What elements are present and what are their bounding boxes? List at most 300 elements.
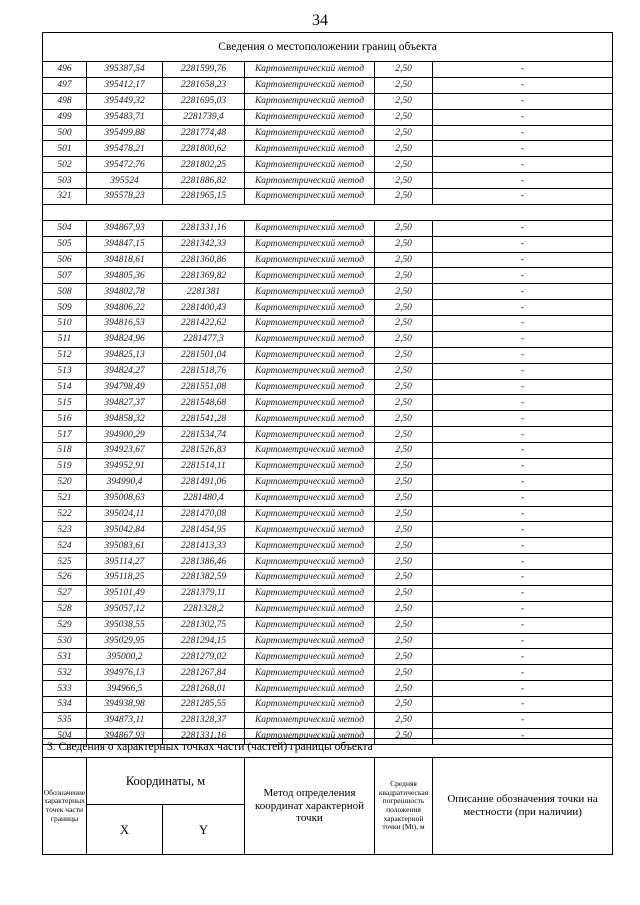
- description: -: [433, 506, 613, 522]
- method: Картометрический метод: [245, 712, 375, 728]
- coord-x: 395038,55: [87, 617, 163, 633]
- method: Картометрический метод: [245, 443, 375, 459]
- error-mt: 2,50: [375, 665, 433, 681]
- coord-x: 394873,11: [87, 712, 163, 728]
- error-mt: 2,50: [375, 570, 433, 586]
- error-mt: 2,50: [375, 379, 433, 395]
- coord-x: 394824,27: [87, 363, 163, 379]
- point-number: 524: [43, 538, 87, 554]
- description: -: [433, 125, 613, 141]
- error-mt: 2,50: [375, 427, 433, 443]
- coord-x: 395478,21: [87, 141, 163, 157]
- error-mt: 2,50: [375, 331, 433, 347]
- table-row: [43, 681, 613, 697]
- coord-x: 394923,67: [87, 443, 163, 459]
- coord-y: 2281267,84: [163, 665, 245, 681]
- separator-cell: [43, 204, 613, 220]
- coord-x: 395483,71: [87, 109, 163, 125]
- method: Картометрический метод: [245, 728, 375, 744]
- point-number: 504: [43, 728, 87, 744]
- table-row: [43, 506, 613, 522]
- table-row: [43, 601, 613, 617]
- method: Картометрический метод: [245, 316, 375, 332]
- point-number: 500: [43, 125, 87, 141]
- point-number: 521: [43, 490, 87, 506]
- error-mt: 2,50: [375, 284, 433, 300]
- coord-y: 2281501,04: [163, 347, 245, 363]
- header-description: Описание обозначения точки на местности (при наличии): [433, 758, 613, 855]
- section3-title: 3. Сведения о характерных точках части (частей) границы объекта: [43, 739, 613, 758]
- table-row: [43, 649, 613, 665]
- table-row: [43, 379, 613, 395]
- description: -: [433, 728, 613, 744]
- coord-y: 2281268,01: [163, 681, 245, 697]
- table-row: [43, 443, 613, 459]
- coord-x: 395008,63: [87, 490, 163, 506]
- description: -: [433, 522, 613, 538]
- coordinates-table: [42, 32, 613, 745]
- section3-title-row: [43, 739, 613, 758]
- coord-y: 2281491,06: [163, 474, 245, 490]
- method: Картометрический метод: [245, 427, 375, 443]
- coord-x: 394952,91: [87, 458, 163, 474]
- point-number: 498: [43, 93, 87, 109]
- method: Картометрический метод: [245, 331, 375, 347]
- table-row: [43, 93, 613, 109]
- table-row: [43, 331, 613, 347]
- coord-x: 394966,5: [87, 681, 163, 697]
- point-number: 508: [43, 284, 87, 300]
- error-mt: 2,50: [375, 236, 433, 252]
- description: -: [433, 411, 613, 427]
- error-mt: 2,50: [375, 220, 433, 236]
- table-row: [43, 538, 613, 554]
- coord-x: 394847,15: [87, 236, 163, 252]
- coord-x: 394824,96: [87, 331, 163, 347]
- method: Картометрический метод: [245, 157, 375, 173]
- coord-x: 394938,98: [87, 697, 163, 713]
- method: Картометрический метод: [245, 697, 375, 713]
- error-mt: 2,50: [375, 252, 433, 268]
- description: -: [433, 236, 613, 252]
- coord-y: 2281774,48: [163, 125, 245, 141]
- coord-y: 2281965,15: [163, 189, 245, 205]
- description: -: [433, 331, 613, 347]
- error-mt: 2,50: [375, 62, 433, 78]
- point-number: 513: [43, 363, 87, 379]
- table-row: [43, 633, 613, 649]
- point-number: 497: [43, 77, 87, 93]
- description: -: [433, 284, 613, 300]
- error-mt: 2,50: [375, 538, 433, 554]
- coord-x: 395118,25: [87, 570, 163, 586]
- point-number: 531: [43, 649, 87, 665]
- coord-y: 2281534,74: [163, 427, 245, 443]
- description: -: [433, 427, 613, 443]
- point-number: 510: [43, 316, 87, 332]
- coord-x: 394818,61: [87, 252, 163, 268]
- description: -: [433, 300, 613, 316]
- point-number: 529: [43, 617, 87, 633]
- description: -: [433, 189, 613, 205]
- table-row: [43, 395, 613, 411]
- table-row: [43, 125, 613, 141]
- method: Картометрический метод: [245, 379, 375, 395]
- description: -: [433, 379, 613, 395]
- header-method: Метод определения координат характерной точки: [245, 758, 375, 855]
- table-row: [43, 458, 613, 474]
- error-mt: 2,50: [375, 585, 433, 601]
- description: -: [433, 443, 613, 459]
- error-mt: 2,50: [375, 347, 433, 363]
- coord-y: 2281400,43: [163, 300, 245, 316]
- description: -: [433, 173, 613, 189]
- method: Картометрический метод: [245, 601, 375, 617]
- section3-table: [42, 738, 613, 855]
- coord-x: 394805,36: [87, 268, 163, 284]
- coord-x: 394867,93: [87, 728, 163, 744]
- table-row: [43, 712, 613, 728]
- point-number: 522: [43, 506, 87, 522]
- point-number: 535: [43, 712, 87, 728]
- table-row: [43, 585, 613, 601]
- error-mt: 2,50: [375, 411, 433, 427]
- method: Картометрический метод: [245, 173, 375, 189]
- description: -: [433, 712, 613, 728]
- coord-y: 2281658,23: [163, 77, 245, 93]
- coord-y: 2281381: [163, 284, 245, 300]
- coord-x: 395114,27: [87, 554, 163, 570]
- table-row: [43, 554, 613, 570]
- error-mt: 2,50: [375, 506, 433, 522]
- method: Картометрический метод: [245, 77, 375, 93]
- coord-y: 2281331,16: [163, 728, 245, 744]
- coord-y: 2281526,83: [163, 443, 245, 459]
- error-mt: 2,50: [375, 458, 433, 474]
- error-mt: 2,50: [375, 173, 433, 189]
- method: Картометрический метод: [245, 649, 375, 665]
- coord-x: 394806,22: [87, 300, 163, 316]
- method: Картометрический метод: [245, 538, 375, 554]
- coord-y: 2281599,76: [163, 62, 245, 78]
- header-coordinates: Координаты, м: [87, 758, 245, 805]
- method: Картометрический метод: [245, 458, 375, 474]
- description: -: [433, 316, 613, 332]
- coord-x: 395578,23: [87, 189, 163, 205]
- coord-x: 394816,53: [87, 316, 163, 332]
- method: Картометрический метод: [245, 522, 375, 538]
- coord-y: 2281454,95: [163, 522, 245, 538]
- description: -: [433, 633, 613, 649]
- table-title-row: [43, 33, 613, 62]
- table-row: [43, 141, 613, 157]
- coord-x: 395412,17: [87, 77, 163, 93]
- coord-x: 395101,49: [87, 585, 163, 601]
- point-number: 528: [43, 601, 87, 617]
- description: -: [433, 665, 613, 681]
- error-mt: 2,50: [375, 141, 433, 157]
- coord-y: 2281518,76: [163, 363, 245, 379]
- description: -: [433, 458, 613, 474]
- table-row: [43, 665, 613, 681]
- coord-y: 2281328,37: [163, 712, 245, 728]
- error-mt: 2,50: [375, 125, 433, 141]
- table-row: [43, 363, 613, 379]
- method: Картометрический метод: [245, 681, 375, 697]
- page-number: 34: [312, 12, 328, 29]
- coord-y: 2281302,75: [163, 617, 245, 633]
- table-row: [43, 474, 613, 490]
- table-row: [43, 77, 613, 93]
- method: Картометрический метод: [245, 617, 375, 633]
- method: Картометрический метод: [245, 62, 375, 78]
- coord-y: 2281477,3: [163, 331, 245, 347]
- description: -: [433, 617, 613, 633]
- description: -: [433, 474, 613, 490]
- point-number: 496: [43, 62, 87, 78]
- error-mt: 2,50: [375, 633, 433, 649]
- coord-x: 395387,54: [87, 62, 163, 78]
- coord-x: 395499,88: [87, 125, 163, 141]
- method: Картометрический метод: [245, 363, 375, 379]
- point-number: 533: [43, 681, 87, 697]
- coord-y: 2281382,59: [163, 570, 245, 586]
- coord-x: 395449,32: [87, 93, 163, 109]
- coord-x: 395524: [87, 173, 163, 189]
- coord-x: 395000,2: [87, 649, 163, 665]
- error-mt: 2,50: [375, 189, 433, 205]
- point-number: 517: [43, 427, 87, 443]
- coord-y: 2281514,11: [163, 458, 245, 474]
- description: -: [433, 363, 613, 379]
- table-row: [43, 522, 613, 538]
- header-designation: Обозначение характерных точек части границы: [43, 758, 87, 855]
- coord-x: 395472,76: [87, 157, 163, 173]
- point-number: 509: [43, 300, 87, 316]
- method: Картометрический метод: [245, 570, 375, 586]
- coord-y: 2281379,11: [163, 585, 245, 601]
- description: -: [433, 141, 613, 157]
- method: Картометрический метод: [245, 189, 375, 205]
- coord-y: 2281285,55: [163, 697, 245, 713]
- point-number: 505: [43, 236, 87, 252]
- point-number: 530: [43, 633, 87, 649]
- method: Картометрический метод: [245, 411, 375, 427]
- method: Картометрический метод: [245, 236, 375, 252]
- table-row: [43, 268, 613, 284]
- coord-x: 394802,78: [87, 284, 163, 300]
- coord-y: 2281279,02: [163, 649, 245, 665]
- method: Картометрический метод: [245, 633, 375, 649]
- coord-y: 2281548,68: [163, 395, 245, 411]
- coord-x: 394867,93: [87, 220, 163, 236]
- coord-y: 2281294,15: [163, 633, 245, 649]
- error-mt: 2,50: [375, 522, 433, 538]
- method: Картометрический метод: [245, 220, 375, 236]
- description: -: [433, 538, 613, 554]
- error-mt: 2,50: [375, 316, 433, 332]
- error-mt: 2,50: [375, 157, 433, 173]
- method: Картометрический метод: [245, 252, 375, 268]
- method: Картометрический метод: [245, 490, 375, 506]
- coord-x: 394827,37: [87, 395, 163, 411]
- description: -: [433, 649, 613, 665]
- table-row: [43, 490, 613, 506]
- table-row: [43, 617, 613, 633]
- coord-y: 2281739,4: [163, 109, 245, 125]
- coord-y: 2281802,25: [163, 157, 245, 173]
- coord-x: 395083,61: [87, 538, 163, 554]
- section3-header-row-1: [43, 758, 613, 805]
- error-mt: 2,50: [375, 601, 433, 617]
- point-number: 516: [43, 411, 87, 427]
- point-number: 499: [43, 109, 87, 125]
- coord-y: 2281541,28: [163, 411, 245, 427]
- point-number: 520: [43, 474, 87, 490]
- description: -: [433, 395, 613, 411]
- point-number: 512: [43, 347, 87, 363]
- table-row: [43, 316, 613, 332]
- error-mt: 2,50: [375, 77, 433, 93]
- coord-x: 394990,4: [87, 474, 163, 490]
- error-mt: 2,50: [375, 474, 433, 490]
- point-number: 321: [43, 189, 87, 205]
- error-mt: 2,50: [375, 109, 433, 125]
- point-number: 519: [43, 458, 87, 474]
- point-number: 511: [43, 331, 87, 347]
- error-mt: 2,50: [375, 681, 433, 697]
- method: Картометрический метод: [245, 347, 375, 363]
- point-number: 532: [43, 665, 87, 681]
- point-number: 506: [43, 252, 87, 268]
- method: Картометрический метод: [245, 109, 375, 125]
- error-mt: 2,50: [375, 712, 433, 728]
- description: -: [433, 585, 613, 601]
- coord-y: 2281342,33: [163, 236, 245, 252]
- point-number: 534: [43, 697, 87, 713]
- coord-y: 2281386,46: [163, 554, 245, 570]
- point-number: 525: [43, 554, 87, 570]
- coord-x: 394825,13: [87, 347, 163, 363]
- coord-x: 395024,11: [87, 506, 163, 522]
- point-number: 504: [43, 220, 87, 236]
- description: -: [433, 570, 613, 586]
- point-number: 502: [43, 157, 87, 173]
- description: -: [433, 109, 613, 125]
- table-row: [43, 697, 613, 713]
- error-mt: 2,50: [375, 697, 433, 713]
- method: Картометрический метод: [245, 554, 375, 570]
- description: -: [433, 697, 613, 713]
- table-row: [43, 173, 613, 189]
- error-mt: 2,50: [375, 443, 433, 459]
- error-mt: 2,50: [375, 395, 433, 411]
- coord-x: 395042,84: [87, 522, 163, 538]
- table-row: [43, 411, 613, 427]
- coord-x: 394900,29: [87, 427, 163, 443]
- method: Картометрический метод: [245, 474, 375, 490]
- coord-y: 2281328,2: [163, 601, 245, 617]
- method: Картометрический метод: [245, 395, 375, 411]
- coord-x: 394858,32: [87, 411, 163, 427]
- point-number: 523: [43, 522, 87, 538]
- coord-x: 394798,49: [87, 379, 163, 395]
- coord-x: 394976,13: [87, 665, 163, 681]
- method: Картометрический метод: [245, 585, 375, 601]
- coord-y: 2281422,62: [163, 316, 245, 332]
- description: -: [433, 347, 613, 363]
- method: Картометрический метод: [245, 300, 375, 316]
- coord-x: 395029,95: [87, 633, 163, 649]
- point-number: 503: [43, 173, 87, 189]
- header-error: Средняя квадратическая погрешность положения характерной точки (Mt), м: [375, 758, 433, 855]
- description: -: [433, 268, 613, 284]
- header-y: Y: [163, 805, 245, 855]
- table-row: [43, 252, 613, 268]
- method: Картометрический метод: [245, 506, 375, 522]
- coord-y: 2281886,82: [163, 173, 245, 189]
- method: Картометрический метод: [245, 125, 375, 141]
- point-number: 507: [43, 268, 87, 284]
- table-row: [43, 157, 613, 173]
- description: -: [433, 601, 613, 617]
- table-row: [43, 220, 613, 236]
- coord-y: 2281331,16: [163, 220, 245, 236]
- point-number: 527: [43, 585, 87, 601]
- table-row: [43, 236, 613, 252]
- description: -: [433, 681, 613, 697]
- table-row: [43, 570, 613, 586]
- description: -: [433, 93, 613, 109]
- error-mt: 2,50: [375, 490, 433, 506]
- point-number: 526: [43, 570, 87, 586]
- coord-y: 2281369,82: [163, 268, 245, 284]
- coord-y: 2281480,4: [163, 490, 245, 506]
- coord-y: 2281800,62: [163, 141, 245, 157]
- description: -: [433, 77, 613, 93]
- table-row: [43, 284, 613, 300]
- description: -: [433, 62, 613, 78]
- table-row: [43, 62, 613, 78]
- description: -: [433, 490, 613, 506]
- coord-y: 2281695,03: [163, 93, 245, 109]
- description: -: [433, 554, 613, 570]
- error-mt: 2,50: [375, 363, 433, 379]
- coord-y: 2281360,86: [163, 252, 245, 268]
- description: -: [433, 220, 613, 236]
- error-mt: 2,50: [375, 268, 433, 284]
- description: -: [433, 157, 613, 173]
- table-row: [43, 347, 613, 363]
- method: Картометрический метод: [245, 284, 375, 300]
- error-mt: 2,50: [375, 728, 433, 744]
- method: Картометрический метод: [245, 268, 375, 284]
- point-number: 515: [43, 395, 87, 411]
- coord-y: 2281470,08: [163, 506, 245, 522]
- method: Картометрический метод: [245, 141, 375, 157]
- header-x: X: [87, 805, 163, 855]
- error-mt: 2,50: [375, 554, 433, 570]
- table-row: [43, 427, 613, 443]
- table-row: [43, 189, 613, 205]
- error-mt: 2,50: [375, 649, 433, 665]
- section-title: Сведения о местоположении границ объекта: [43, 33, 613, 62]
- error-mt: 2,50: [375, 300, 433, 316]
- description: -: [433, 252, 613, 268]
- table-row: [43, 300, 613, 316]
- separator-row: [43, 204, 613, 220]
- point-number: 501: [43, 141, 87, 157]
